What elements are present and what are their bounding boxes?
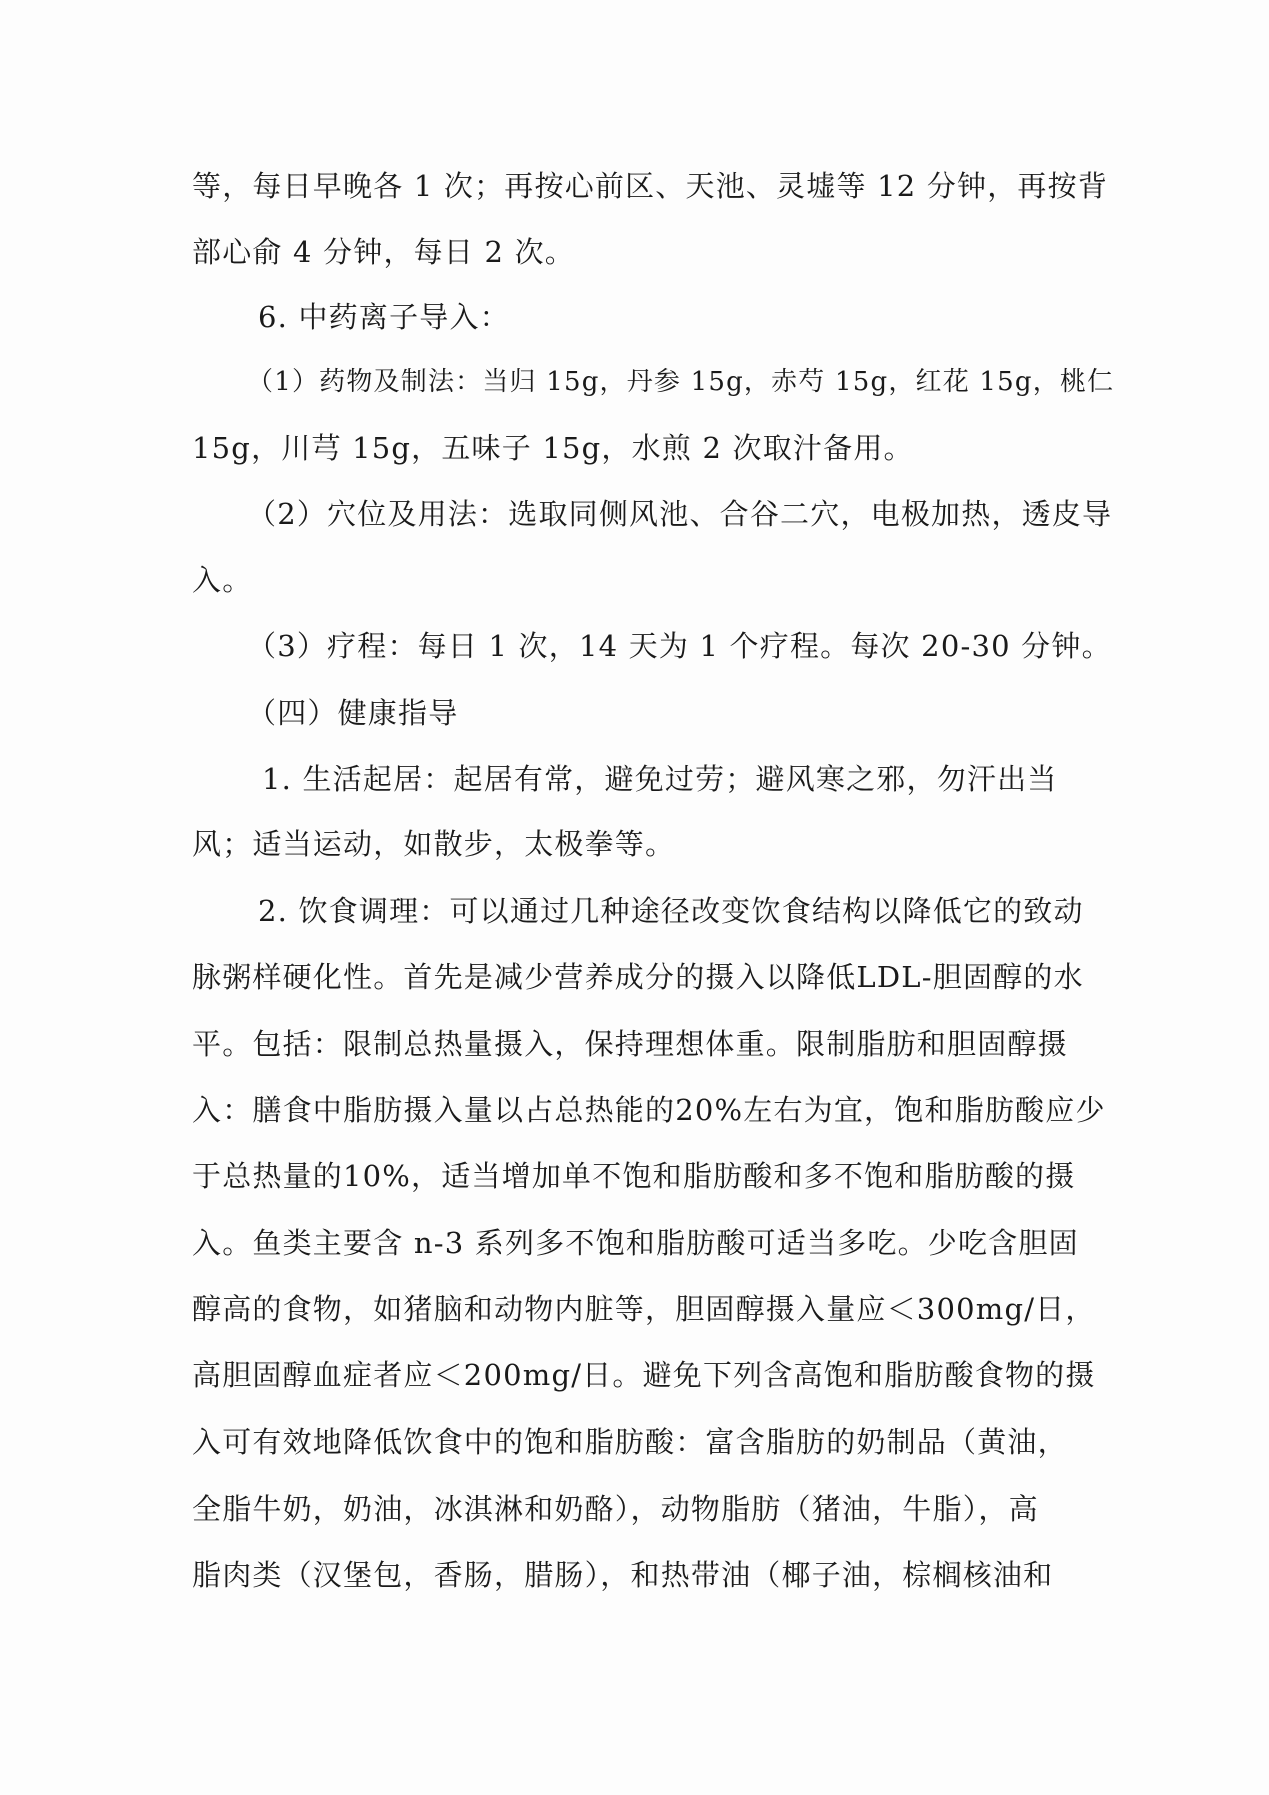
text-line: 1. 生活起居：起居有常，避免过劳；避风寒之邪，勿汗出当 — [262, 762, 1058, 796]
text-line: 等，每日早晚各 1 次；再按心前区、天池、灵墟等 12 分钟，再按背 — [192, 169, 1109, 203]
text-line: 部心俞 4 分钟，每日 2 次。 — [192, 235, 575, 269]
section-heading: （四）健康指导 — [247, 696, 459, 730]
text-line: 入：膳食中脂肪摄入量以占总热能的20%左右为宜，饱和脂肪酸应少 — [192, 1093, 1106, 1127]
text-line: 脂肉类（汉堡包，香肠，腊肠），和热带油（椰子油，棕榈核油和 — [192, 1558, 1054, 1592]
text-line: （2）穴位及用法：选取同侧风池、合谷二穴，电极加热，透皮导 — [247, 497, 1113, 531]
text-line: 脉粥样硬化性。首先是减少营养成分的摄入以降低LDL-胆固醇的水 — [192, 960, 1084, 994]
text-line: 醇高的食物，如猪脑和动物内脏等，胆固醇摄入量应＜300mg/日， — [192, 1292, 1096, 1326]
text-line: 于总热量的10%，适当增加单不饱和脂肪酸和多不饱和脂肪酸的摄 — [192, 1159, 1076, 1193]
text-line: 风；适当运动，如散步，太极拳等。 — [192, 827, 676, 861]
text-line: （3）疗程：每日 1 次，14 天为 1 个疗程。每次 20-30 分钟。 — [247, 629, 1112, 663]
text-line: （1）药物及制法：当归 15g，丹参 15g，赤芍 15g，红花 15g，桃仁 — [247, 367, 1115, 397]
text-line: 入可有效地降低饮食中的饱和脂肪酸：富含脂肪的奶制品（黄油， — [192, 1425, 1068, 1459]
section-heading: 6. 中药离子导入： — [258, 300, 510, 334]
text-line: 15g，川芎 15g，五味子 15g，水煎 2 次取汁备用。 — [192, 431, 914, 465]
text-line: 入。鱼类主要含 n-3 系列多不饱和脂肪酸可适当多吃。少吃含胆固 — [192, 1226, 1079, 1260]
text-line: 全脂牛奶，奶油，冰淇淋和奶酪），动物脂肪（猪油，牛脂），高 — [192, 1492, 1039, 1526]
text-line: 高胆固醇血症者应＜200mg/日。避免下列含高饱和脂肪酸食物的摄 — [192, 1358, 1096, 1392]
text-line: 入。 — [192, 563, 253, 597]
text-line: 平。包括：限制总热量摄入，保持理想体重。限制脂肪和胆固醇摄 — [192, 1027, 1068, 1061]
text-line: 2. 饮食调理：可以通过几种途径改变饮食结构以降低它的致动 — [258, 894, 1084, 928]
